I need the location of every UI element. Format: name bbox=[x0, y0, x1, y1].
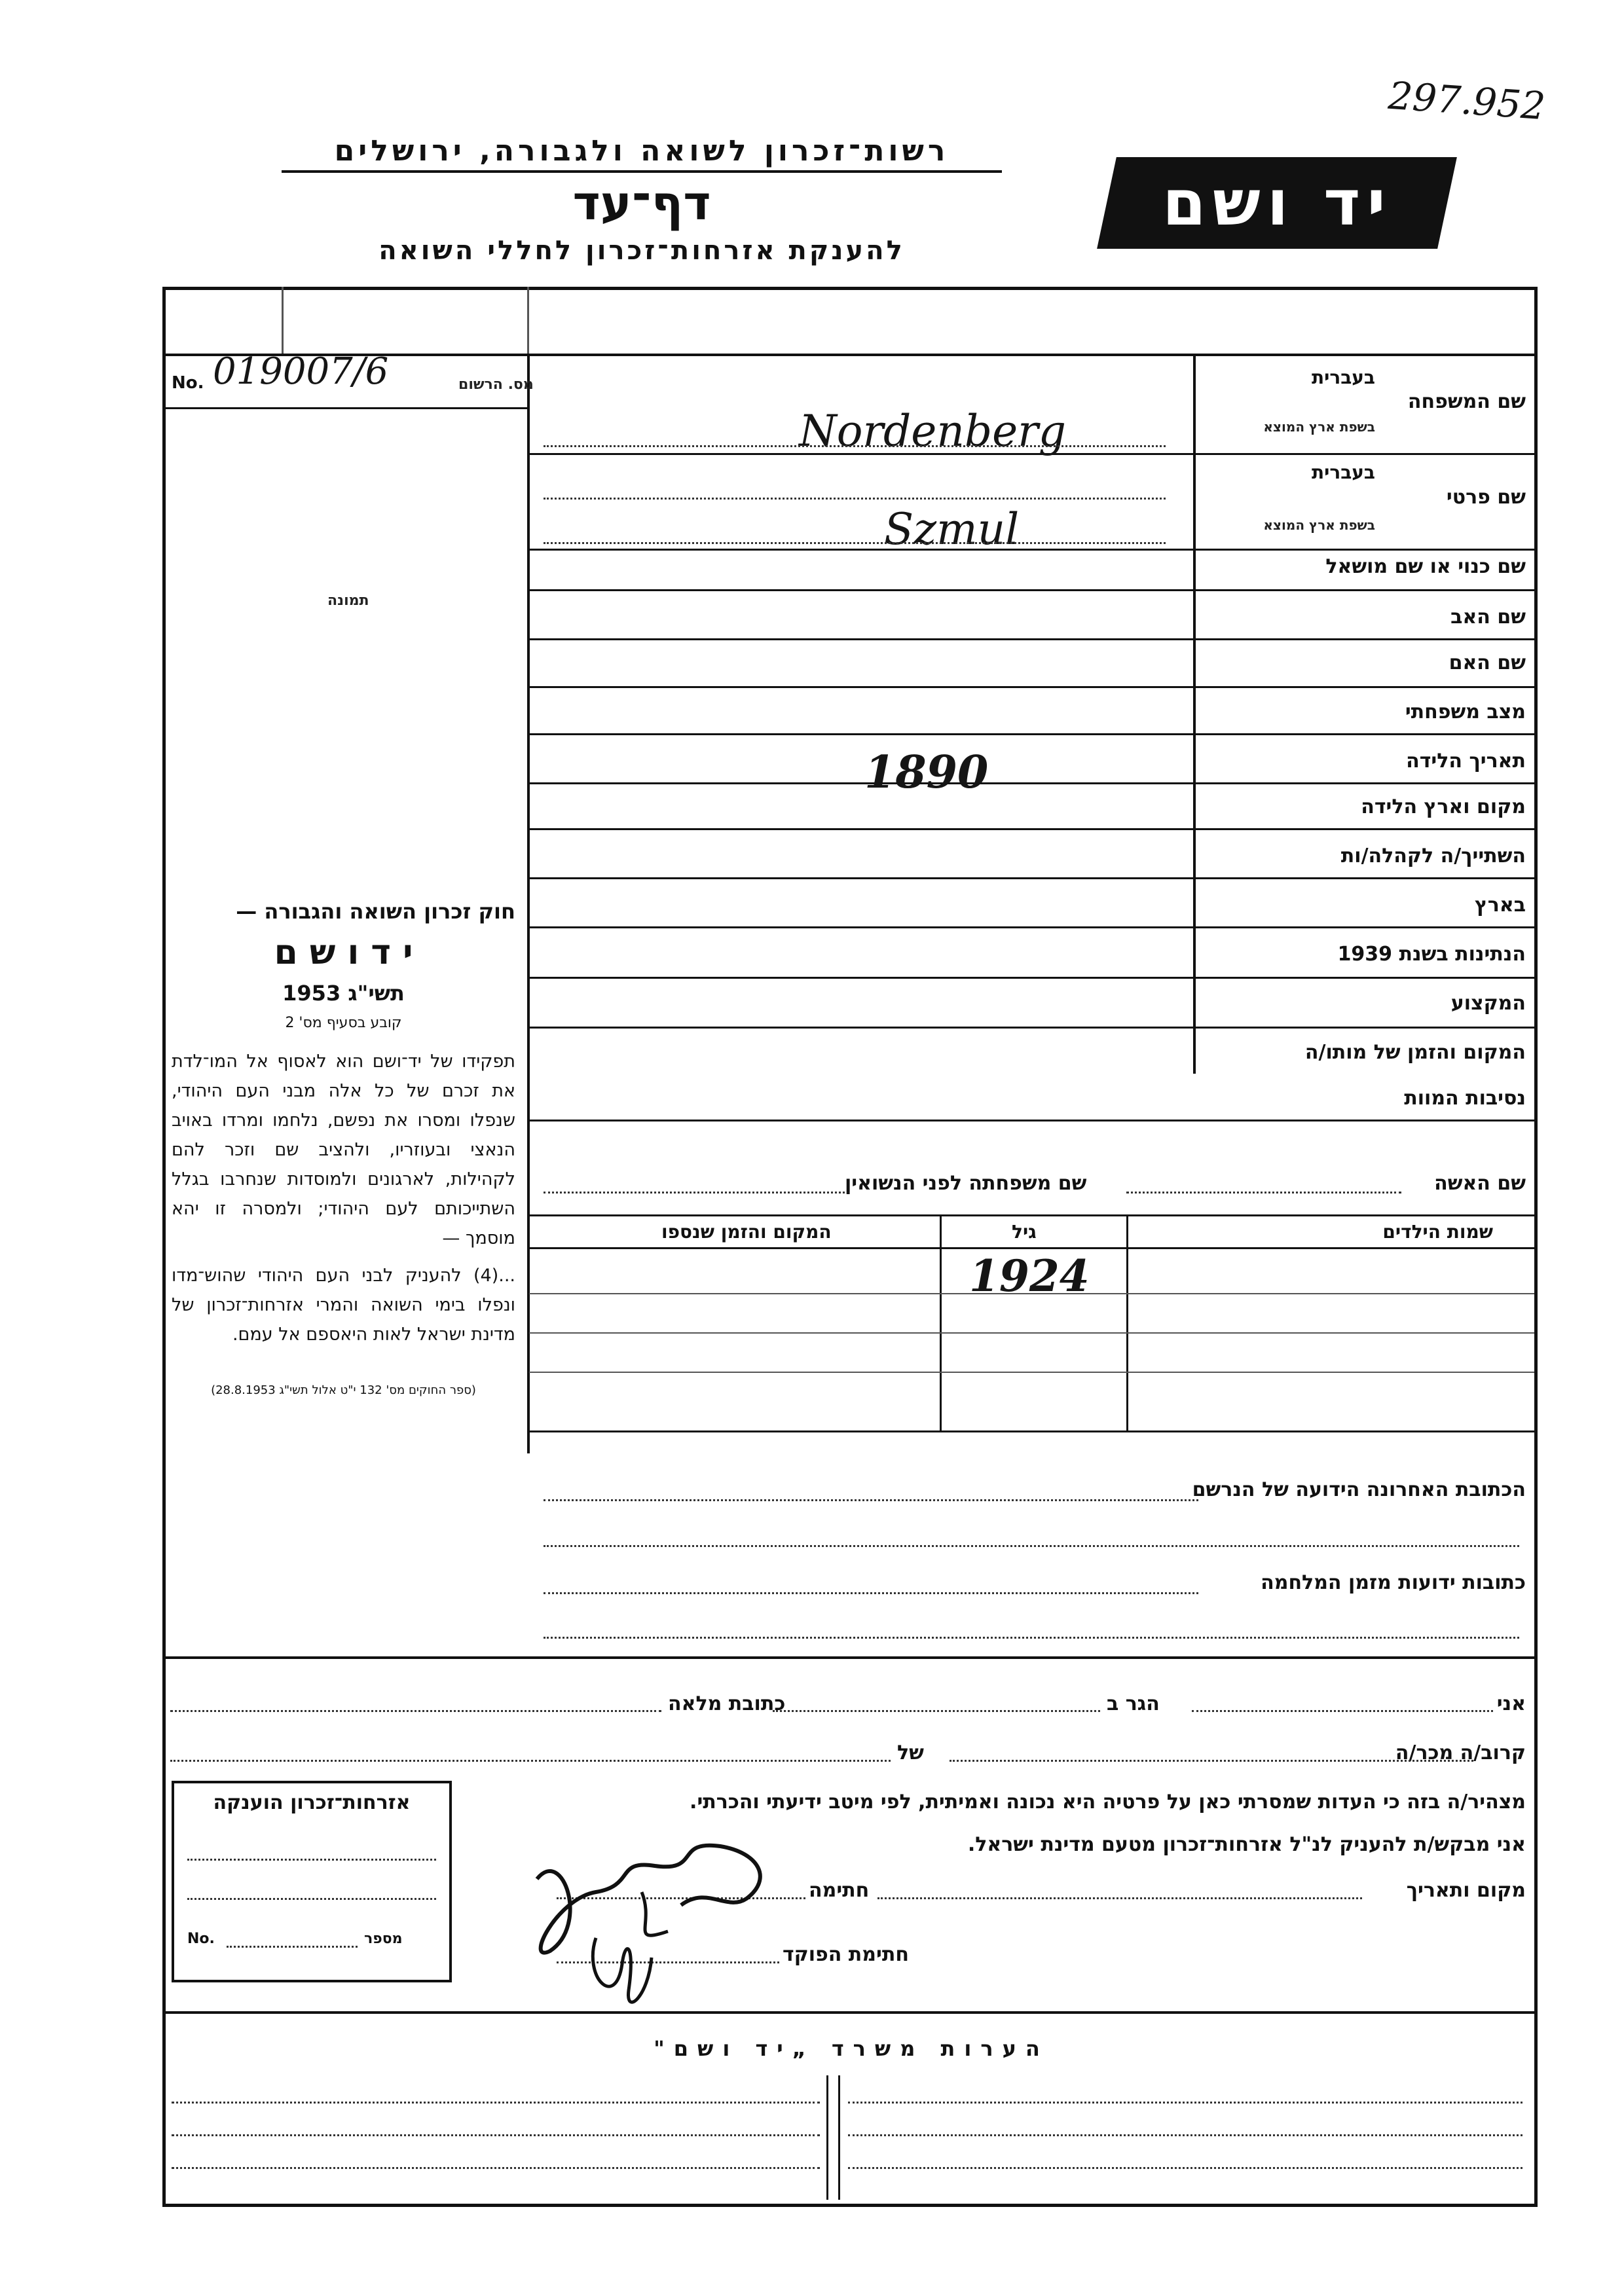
children-names-header: שמות הילדים bbox=[1382, 1221, 1493, 1243]
form-title: דף־עד bbox=[572, 175, 711, 230]
archive-number: 297.952 bbox=[1386, 73, 1547, 129]
declarant-resides-label: הגר ב bbox=[1107, 1692, 1160, 1715]
declarant-i-label: אני bbox=[1496, 1692, 1526, 1715]
form-subtitle: להענקת אזרחות־זכרון לחללי השואה bbox=[378, 236, 905, 266]
family-name-native-value: Nordenberg bbox=[799, 406, 1066, 456]
nickname-label: שם כנוי או שם מושאל bbox=[1325, 555, 1526, 578]
law-block bbox=[172, 897, 515, 1405]
children-place-header: המקום והזמן שנספו bbox=[661, 1221, 832, 1243]
officer-signature-label: חתימת הפוקד bbox=[783, 1943, 909, 1966]
photo-label: תמונה bbox=[327, 592, 369, 609]
first-name-native-value: Szmul bbox=[884, 504, 1020, 555]
officer-signature bbox=[576, 1918, 668, 2023]
war-addresses-label: כתובות ידועות מזמן המלחמה bbox=[1261, 1571, 1526, 1594]
wife-maiden-label: שם משפחתה לפני הנשואין bbox=[845, 1172, 1087, 1195]
law-source: (ספר החוקים מס' 132 י"ט אלול תשי"ג 28.8.1953) bbox=[211, 1383, 476, 1397]
birth-place-label: מקום וארץ הלידה bbox=[1361, 795, 1526, 818]
wife-label: שם האשה bbox=[1434, 1172, 1526, 1195]
law-text: תפקידו של יד־ושם הוא לאסוף אל המו־לדת את זכרם של כל אלה מבני העם היהודי, שנפלו ומסרו את נפשם, נלחמו ומרדו באויב הנאצי ובעוזריו, ולהציב שם וזכר להם לקהילות, לארגונים ולמוסדות שנחרבו בגלל השתייכותם לעם היהודי; ולמסרה זו יהא מוסמך — bbox=[172, 1051, 515, 1248]
first-name-label: שם פרטי bbox=[1446, 486, 1526, 509]
logo-text: יד ושם bbox=[1162, 166, 1392, 240]
family-name-hebrew-label: בעברית bbox=[1311, 367, 1375, 388]
birth-date-label: תאריך הלידה bbox=[1406, 750, 1526, 773]
country-label: בארץ bbox=[1474, 894, 1526, 917]
birth-date-value: 1890 bbox=[864, 746, 989, 799]
family-name-native-label: בשפת ארץ המוצא bbox=[1263, 419, 1375, 435]
yad-vashem-logo bbox=[1097, 157, 1457, 249]
law-year: תשי"ג 1953 bbox=[282, 981, 405, 1006]
citizenship-number-label: מספר bbox=[364, 1931, 403, 1947]
registration-no-label: No. bbox=[172, 373, 204, 393]
signature-label: חתימה bbox=[809, 1879, 870, 1902]
authority-line: רשות־זכרון לשואה ולגבורה, ירושלים bbox=[282, 134, 1002, 173]
family-name-label: שם המשפחה bbox=[1407, 390, 1526, 413]
declaration-line-1: מצהיר/ה בזה כי העדות שמסרתי כאן על פרטיה היא נכונה ואמיתית, לפי מיטב ידיעתי והכרתי. bbox=[690, 1791, 1526, 1813]
office-notes-title: הערות משרד „יד ושם" bbox=[654, 2036, 1049, 2061]
first-name-hebrew-label: בעברית bbox=[1311, 462, 1375, 483]
profession-label: המקצוע bbox=[1450, 992, 1526, 1015]
community-label: השתייך/ה לקהלה/ות bbox=[1340, 845, 1526, 867]
death-circumstances-label: נסיבות המוות bbox=[1404, 1087, 1526, 1110]
mother-name-label: שם האם bbox=[1449, 651, 1526, 674]
law-text-2: ...(4) להעניק לבני העם היהודי שהוש־מדו ונפלו בימי השואה והמרי אזרחות־זכרון של מדינת ישראל לאות היאספם אל עמם. bbox=[172, 1266, 515, 1345]
law-clause: קובע בסעיף מס' 2 bbox=[285, 1015, 402, 1031]
last-address-label: הכתובת האחרונה הידועה של הנרשם bbox=[1192, 1478, 1526, 1501]
declarant-full-address-label: כתובת מלאה bbox=[668, 1692, 786, 1715]
citizenship-granted-box bbox=[172, 1781, 452, 1982]
declaration-line-2: אני מבקש/ת להעניק לנ"ל אזרחות־זכרון מטעם מדינת ישראל. bbox=[967, 1833, 1526, 1856]
citizenship-label: הנתינות בשנת 1939 bbox=[1337, 943, 1526, 966]
of-label: של bbox=[897, 1741, 924, 1764]
marital-status-label: מצב משפחתי bbox=[1405, 701, 1526, 723]
father-name-label: שם האב bbox=[1450, 606, 1526, 629]
citizenship-granted-title: אזרחות־זכרון הוענקה bbox=[213, 1791, 411, 1814]
place-date-label: מקום ותאריך bbox=[1406, 1879, 1526, 1902]
registration-number: 019007/6 bbox=[213, 350, 389, 393]
citizenship-no-label: No. bbox=[187, 1931, 215, 1947]
law-title: חוק זכרון השואה והגבורה — bbox=[236, 899, 515, 924]
first-name-native-label: בשפת ארץ המוצא bbox=[1263, 517, 1375, 533]
relative-label: קרוב/ה מכר/ה bbox=[1395, 1741, 1526, 1764]
registration-label: מס. הרשום bbox=[458, 376, 534, 393]
children-age-header: גיל bbox=[1012, 1221, 1037, 1243]
child-age: 1924 bbox=[969, 1250, 1090, 1302]
death-place-label: המקום והזמן של מותו/ה bbox=[1304, 1041, 1526, 1064]
law-name: י ד ו ש ם bbox=[274, 933, 413, 972]
